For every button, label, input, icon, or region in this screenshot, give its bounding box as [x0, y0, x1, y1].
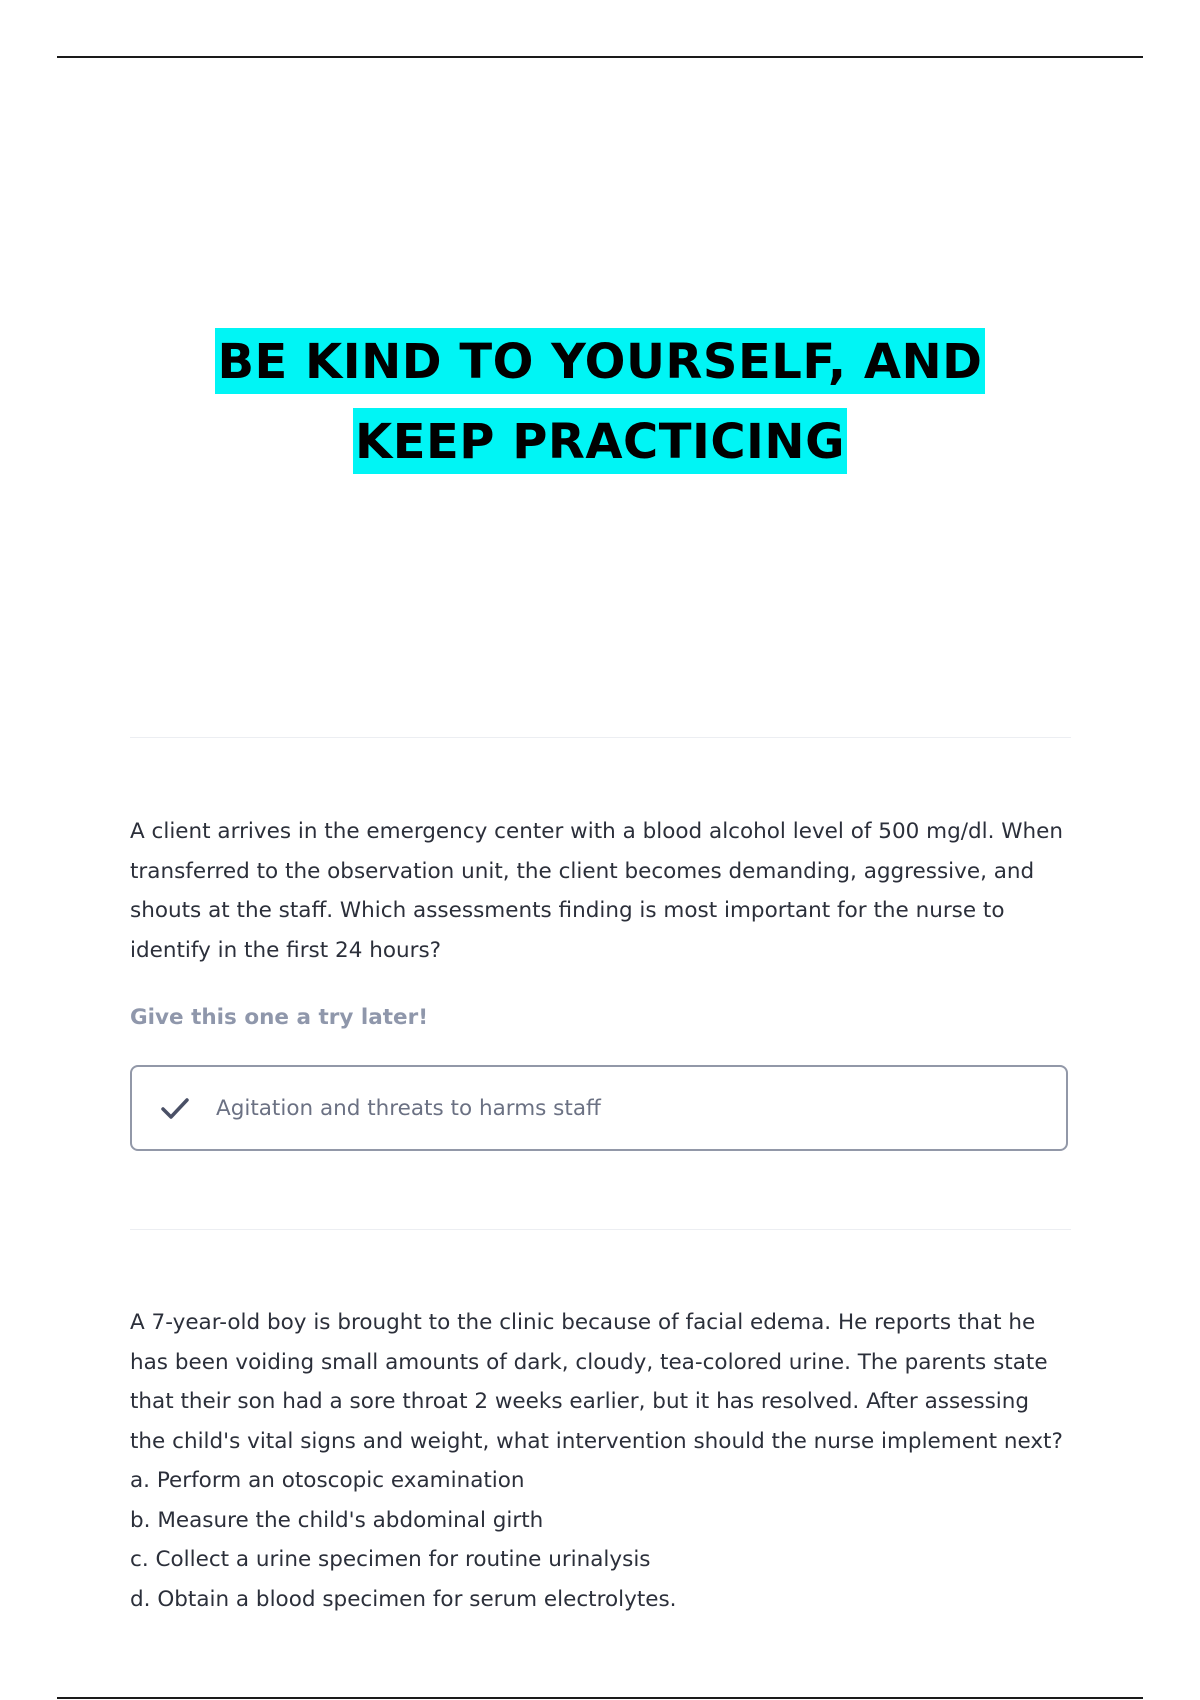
section-divider	[130, 737, 1071, 738]
section-divider	[130, 1229, 1071, 1230]
option-d: d. Obtain a blood specimen for serum electrolytes.	[130, 1586, 677, 1612]
question-1-text: A client arrives in the emergency center with a blood alcohol level of 500 mg/dl. When transferred to the observation unit, the client becomes demanding, aggressive, and shouts at the staff. Which assessments finding is most important for the nurse to identify in the first 24 hours?	[130, 819, 1063, 963]
option-a: a. Perform an otoscopic examination	[130, 1468, 525, 1493]
question-1	[130, 812, 1070, 970]
try-later-hint: Give this one a try later!	[130, 1005, 428, 1030]
answer-options-list	[130, 1461, 1070, 1619]
motivational-banner	[0, 322, 1200, 482]
answer-text: Agitation and threats to harms staff	[216, 1095, 601, 1121]
top-rule	[57, 56, 1143, 58]
question-2-text: A 7-year-old boy is brought to the clinic because of facial edema. He reports that he has been voiding small amounts of dark, cloudy, tea-colored urine. The parents state that their son had a sore throat 2 weeks earlier, but it has resolved. After assessing the child's vital signs and weight, what intervention should the nurse implement next?	[130, 1310, 1063, 1454]
option-c: c. Collect a urine specimen for routine urinalysis	[130, 1547, 651, 1572]
check-icon	[158, 1091, 192, 1125]
bottom-rule	[57, 1697, 1143, 1699]
question-2	[130, 1303, 1070, 1619]
option-b: b. Measure the child's abdominal girth	[130, 1507, 544, 1533]
banner-line-1: BE KIND TO YOURSELF, AND	[215, 328, 984, 394]
answer-option[interactable]	[130, 1065, 1068, 1151]
banner-line-2: KEEP PRACTICING	[353, 408, 847, 474]
